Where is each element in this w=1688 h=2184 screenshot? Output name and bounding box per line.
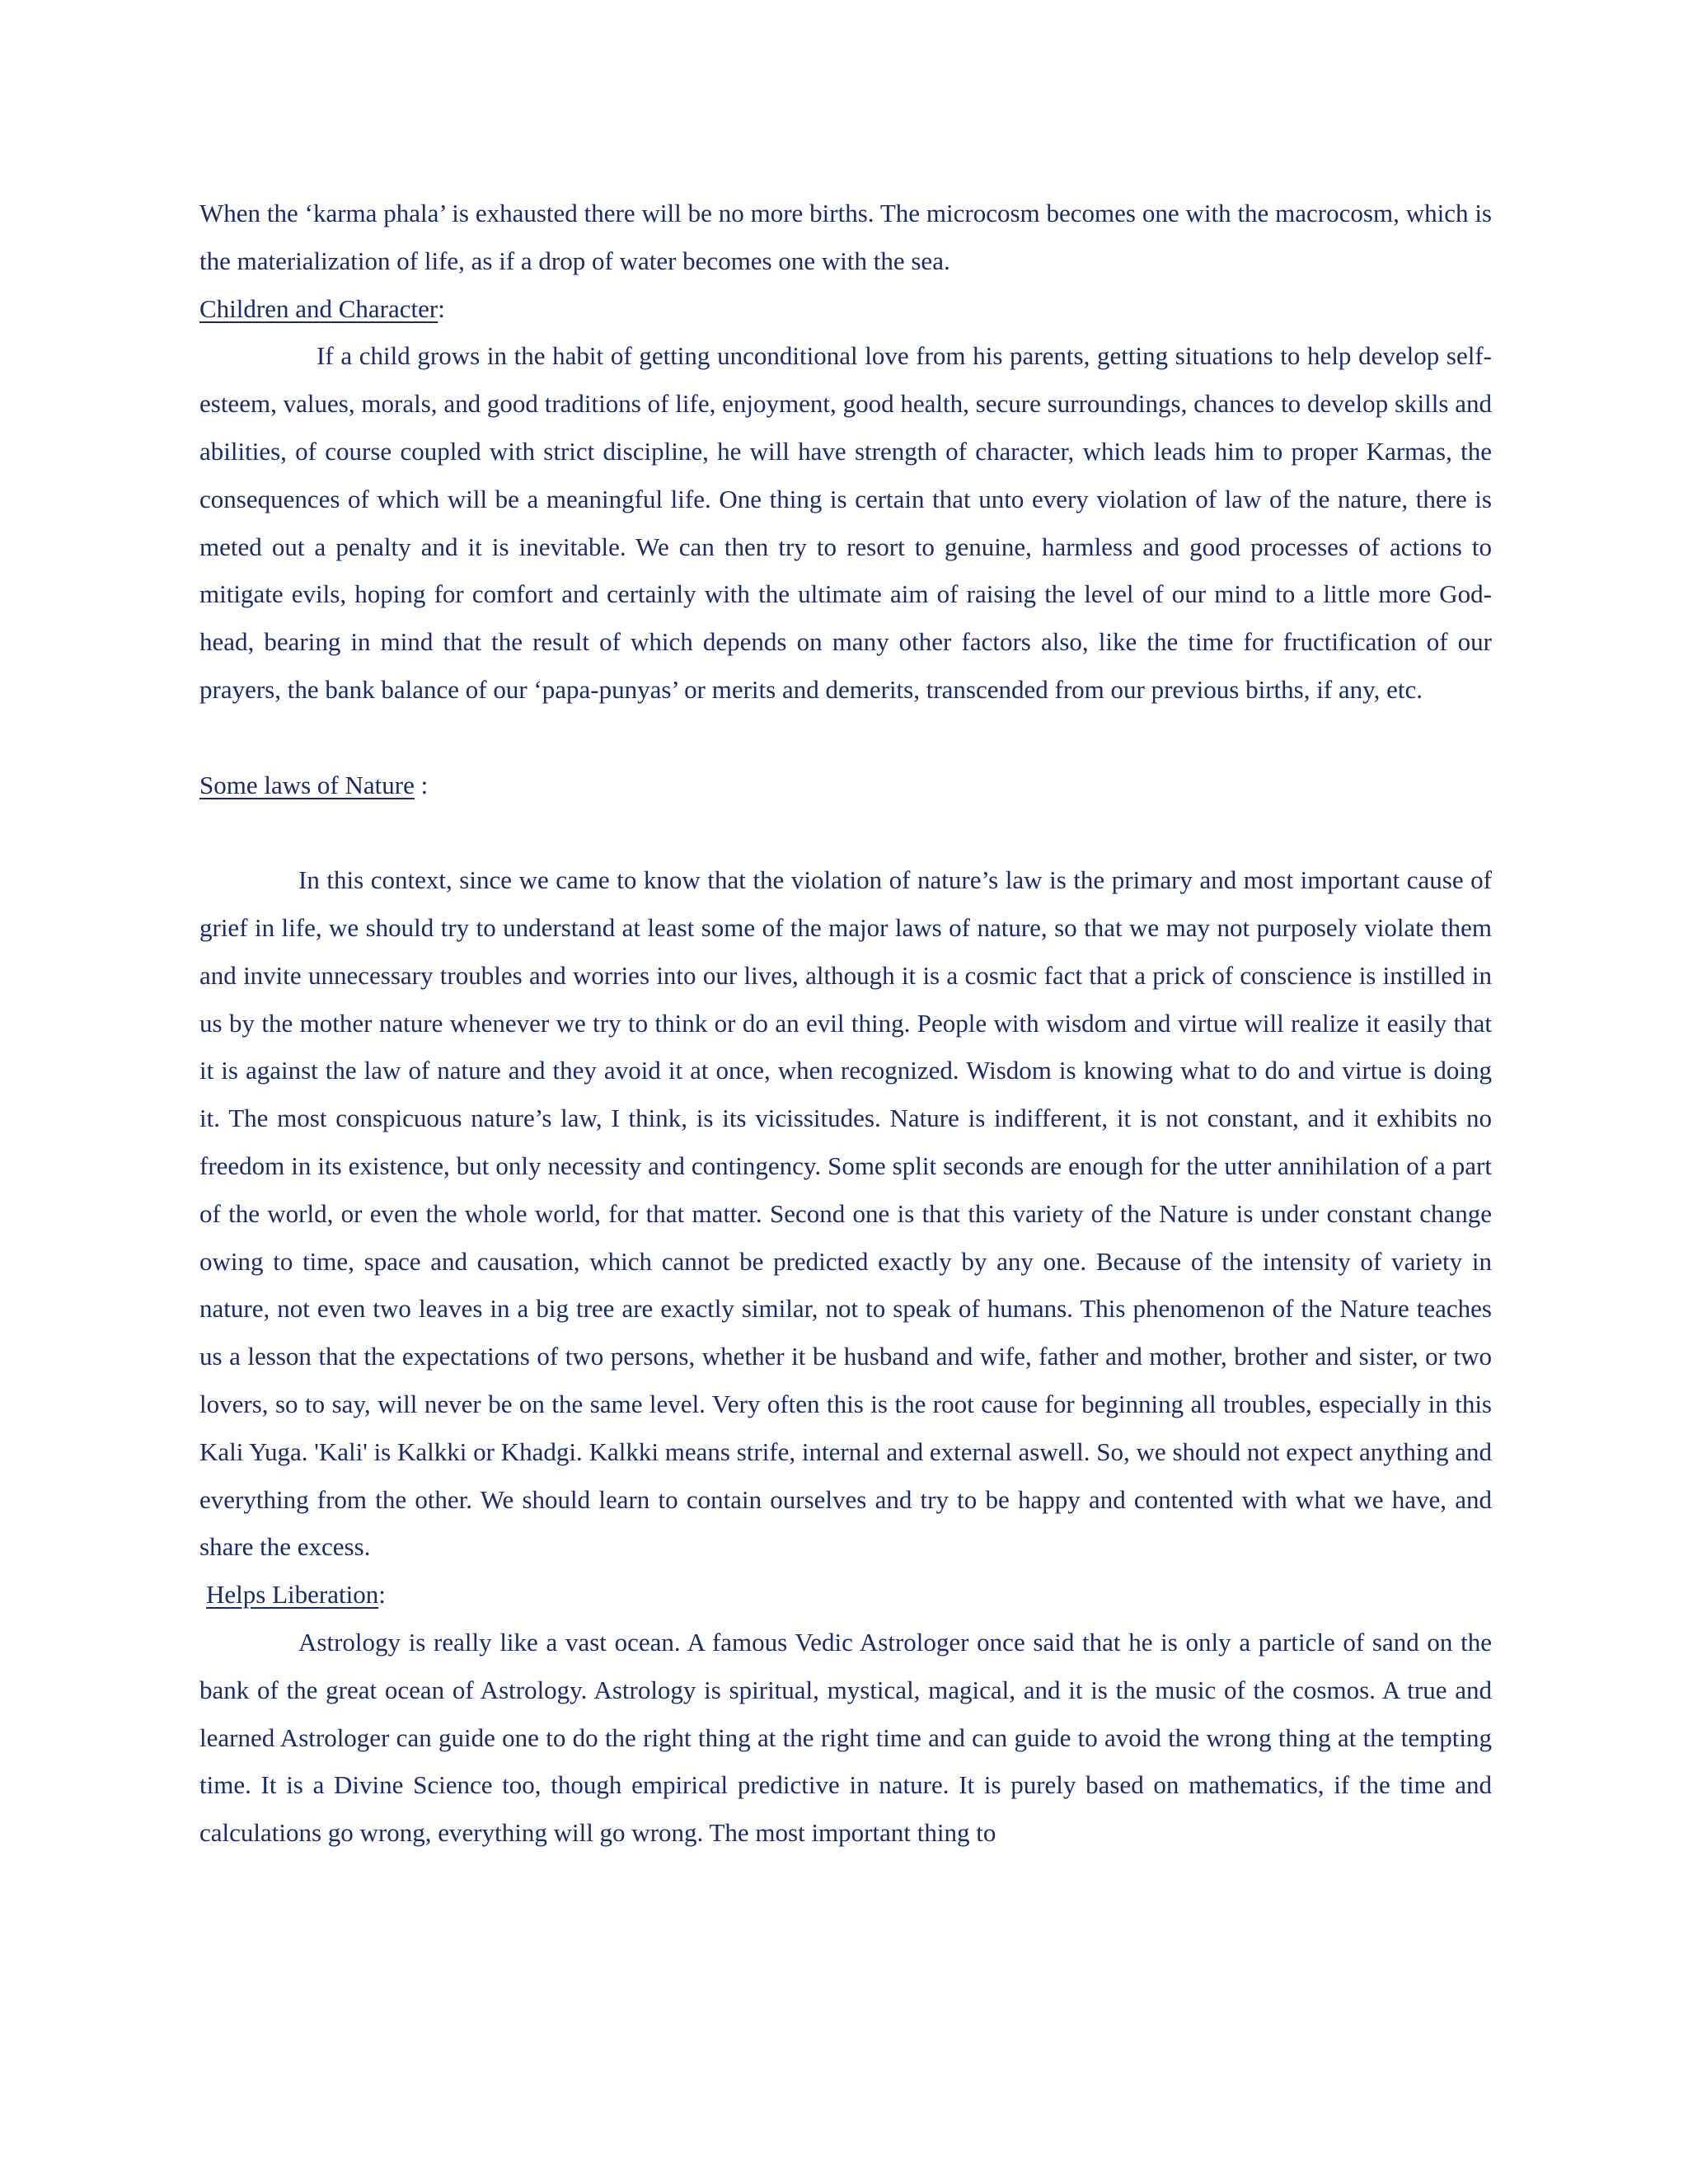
paragraph-laws: In this context, since we came to know that the violation of nature’s law is the primary and most important cause of grief in life, we should try to understand at least some of the major laws of nature, so that we may not purposely violate them and invite unnecessary troubles and worries into our lives, although it is a cosmic fact that a prick of conscience is instilled in us by the mother nature whenever we try to think or do an evil thing. People with wisdom and virtue will realize it easily that it is against the law of nature and they avoid it at once, when recognized. Wisdom is knowing what to do and virtue is doing it. The most conspicuous nature’s law, I think, is its vicissitudes. Nature is indifferent, it is not constant, and it exhibits no freedom in its existence, but only necessity and contingency. Some split seconds are enough for the utter annihilation of a part of the world, or even the whole world, for that matter. Second one is that this variety of the Nature is under constant change owing to time, space and causation, which cannot be predicted exactly by any one. Because of the intensity of variety in nature, not even two leaves in a big tree are exactly similar, not to speak of humans. This phenomenon of the Nature teaches us a lesson that the expectations of two persons, whether it be husband and wife, father and mother, brother and sister, or two lovers, so to say, will never be on the same level. Very often this is the root cause for beginning all troubles, especially in this Kali Yuga. 'Kali' is Kalkki or Khadgi. Kalkki means strife, internal and external aswell. So, we should not expect anything and everything from the other. We should learn to contain ourselves and try to be happy and contented with what we have, and share the excess. xyxy=(199,865,1492,1562)
paragraph-children: If a child grows in the habit of getting unconditional love from his parents, getting situations to help develop self-esteem, values, morals, and good traditions of life, enjoyment, good health, secure surroundings, chances to develop skills and abilities, of course coupled with strict discipline, he will have strength of character, which leads him to proper Karmas, the consequences of which will be a meaningful life. One thing is certain that unto every violation of law of the nature, there is meted out a penalty and it is inevitable. We can then try to resort to genuine, harmless and good processes of actions to mitigate evils, hoping for comfort and certainly with the ultimate aim of raising the level of our mind to a little more God-head, bearing in mind that the result of which depends on many other factors also, like the time for fructification of our prayers, the bank balance of our ‘papa-punyas’ or merits and demerits, transcended from our previous births, if any, etc. xyxy=(199,341,1492,704)
heading-some-laws-of-nature xyxy=(199,762,1492,809)
paragraph-liberation: Astrology is really like a vast ocean. A famous Vedic Astrologer once said that he is only a particle of sand on the bank of the great ocean of Astrology. Astrology is spiritual, mystical, magical, and it is the music of the cosmos. A true and learned Astrologer can guide one to do the right thing at the right time and can guide to avoid the wrong thing at the tempting time. It is a Divine Science too, though empirical predictive in nature. It is purely based on mathematics, if the time and calculations go wrong, everything will go wrong. The most important thing to xyxy=(199,1627,1492,1848)
heading-children-text: Children and Character xyxy=(199,293,438,323)
heading-children-and-character xyxy=(199,285,1492,333)
blank-line xyxy=(199,714,1492,762)
heading-children-suffix: : xyxy=(438,293,445,323)
document-page xyxy=(199,190,1492,1857)
heading-liberation-suffix: : xyxy=(378,1580,386,1610)
blank-line xyxy=(199,808,1492,856)
heading-laws-text: Some laws of Nature xyxy=(199,770,415,799)
heading-liberation-text: Helps Liberation xyxy=(206,1580,379,1610)
heading-helps-liberation xyxy=(199,1571,1492,1619)
paragraph-intro: When the ‘karma phala’ is exhausted there will be no more births. The microcosm becomes one with the macrocosm, which is the materialization of life, as if a drop of water becomes one with the sea. xyxy=(199,199,1492,275)
heading-laws-suffix: : xyxy=(414,770,429,799)
